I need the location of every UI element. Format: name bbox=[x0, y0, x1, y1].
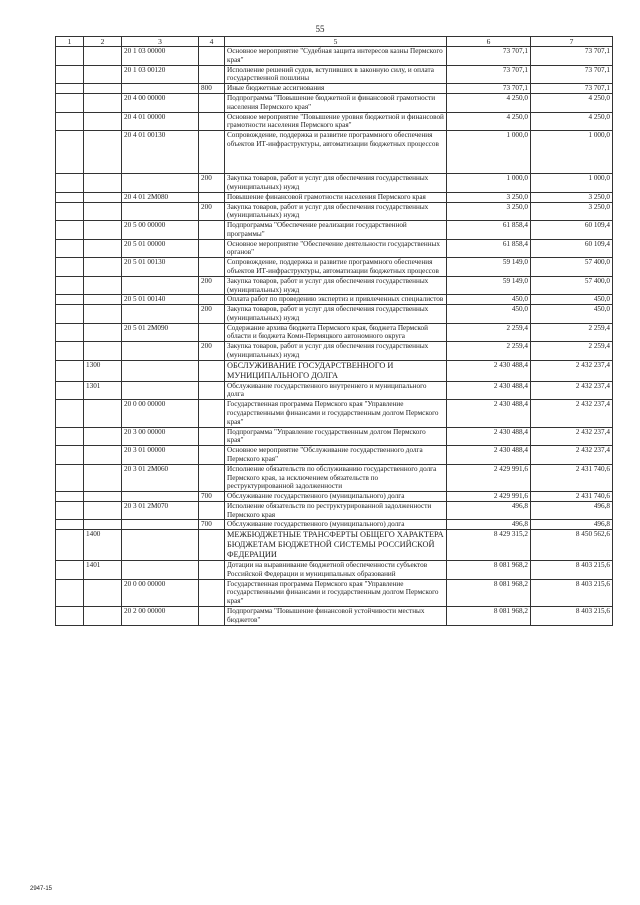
amount-year2-cell: 496,8 bbox=[531, 520, 613, 530]
subsection-cell: 1301 bbox=[84, 381, 122, 400]
expense-type-cell bbox=[199, 323, 225, 342]
target-article-cell: 20 5 00 00000 bbox=[122, 221, 199, 240]
amount-year2-cell: 3 250,0 bbox=[531, 192, 613, 202]
expense-type-cell: 200 bbox=[199, 305, 225, 324]
subsection-cell: 1400 bbox=[84, 530, 122, 561]
amount-year1-cell: 61 858,4 bbox=[447, 221, 531, 240]
item-name-cell: Закупка товаров, работ и услуг для обеспечения государственных (муниципальных) нужд bbox=[225, 305, 447, 324]
item-name-cell: Подпрограмма "Повышение финансовой устойчивости местных бюджетов" bbox=[225, 606, 447, 625]
expense-type-cell bbox=[199, 221, 225, 240]
expense-type-cell: 200 bbox=[199, 174, 225, 193]
budget-table bbox=[55, 36, 613, 626]
target-article-cell: 20 4 01 00130 bbox=[122, 131, 199, 174]
subsection-cell bbox=[84, 446, 122, 465]
item-name-cell: Исполнение решений судов, вступивших в законную силу, и оплата государственной пошлины bbox=[225, 65, 447, 84]
expense-type-cell bbox=[199, 65, 225, 84]
section-cell bbox=[56, 131, 84, 174]
amount-year2-cell: 4 250,0 bbox=[531, 112, 613, 131]
amount-year1-cell: 61 858,4 bbox=[447, 239, 531, 258]
amount-year1-cell: 59 149,0 bbox=[447, 276, 531, 295]
subsection-cell bbox=[84, 501, 122, 520]
table-row bbox=[56, 530, 613, 561]
amount-year1-cell: 2 430 488,4 bbox=[447, 446, 531, 465]
item-name-cell: Обслуживание государственного внутреннего и муниципального долга bbox=[225, 381, 447, 400]
item-name-cell: Содержание архива бюджета Пермского края, бюджета Пермской области и бюджета Коми-Пермяцкого автономного округа bbox=[225, 323, 447, 342]
section-cell bbox=[56, 579, 84, 606]
col-header: 1 bbox=[56, 37, 84, 47]
expense-type-cell: 200 bbox=[199, 202, 225, 221]
item-name-cell: Подпрограмма "Обеспечение реализации государственной программы" bbox=[225, 221, 447, 240]
amount-year2-cell: 73 707,1 bbox=[531, 84, 613, 94]
section-cell bbox=[56, 276, 84, 295]
section-cell bbox=[56, 221, 84, 240]
subsection-cell bbox=[84, 192, 122, 202]
item-name-cell: Закупка товаров, работ и услуг для обеспечения государственных (муниципальных) нужд bbox=[225, 174, 447, 193]
section-cell bbox=[56, 530, 84, 561]
section-cell bbox=[56, 174, 84, 193]
item-name-cell: Основное мероприятие "Обслуживание государственного долга Пермского края" bbox=[225, 446, 447, 465]
amount-year1-cell: 2 430 488,4 bbox=[447, 427, 531, 446]
amount-year2-cell: 2 259,4 bbox=[531, 342, 613, 361]
subsection-cell bbox=[84, 492, 122, 502]
section-cell bbox=[56, 65, 84, 84]
amount-year2-cell: 4 250,0 bbox=[531, 94, 613, 113]
amount-year2-cell: 2 432 237,4 bbox=[531, 446, 613, 465]
target-article-cell bbox=[122, 84, 199, 94]
amount-year2-cell: 2 431 740,6 bbox=[531, 464, 613, 491]
section-cell bbox=[56, 84, 84, 94]
target-article-cell bbox=[122, 360, 199, 381]
amount-year1-cell: 8 081 968,2 bbox=[447, 579, 531, 606]
amount-year1-cell: 2 259,4 bbox=[447, 323, 531, 342]
item-name-cell: Государственная программа Пермского края "Управление государственными финансами и государственным долгом Пермского края" bbox=[225, 400, 447, 427]
item-name-cell: Обслуживание государственного (муниципального) долга bbox=[225, 520, 447, 530]
subsection-cell bbox=[84, 47, 122, 66]
amount-year2-cell: 57 400,0 bbox=[531, 258, 613, 277]
table-row bbox=[56, 305, 613, 324]
col-header: 5 bbox=[225, 37, 447, 47]
item-name-cell: Государственная программа Пермского края "Управление государственными финансами и государственным долгом Пермского края" bbox=[225, 579, 447, 606]
amount-year1-cell: 73 707,1 bbox=[447, 47, 531, 66]
amount-year2-cell: 2 259,4 bbox=[531, 323, 613, 342]
table-row bbox=[56, 400, 613, 427]
target-article-cell bbox=[122, 561, 199, 580]
item-name-cell: Сопровождение, поддержка и развитие программного обеспечения объектов ИТ-инфраструктуры, автоматизации бюджетных процессов bbox=[225, 258, 447, 277]
section-cell bbox=[56, 258, 84, 277]
table-header-row bbox=[56, 37, 613, 47]
table-row bbox=[56, 239, 613, 258]
expense-type-cell bbox=[199, 258, 225, 277]
target-article-cell: 20 0 00 00000 bbox=[122, 400, 199, 427]
expense-type-cell bbox=[199, 400, 225, 427]
section-cell bbox=[56, 47, 84, 66]
section-cell bbox=[56, 520, 84, 530]
section-cell bbox=[56, 202, 84, 221]
subsection-cell bbox=[84, 276, 122, 295]
expense-type-cell bbox=[199, 381, 225, 400]
expense-type-cell: 200 bbox=[199, 276, 225, 295]
section-cell bbox=[56, 112, 84, 131]
table-row bbox=[56, 202, 613, 221]
section-cell bbox=[56, 561, 84, 580]
expense-type-cell bbox=[199, 360, 225, 381]
expense-type-cell bbox=[199, 464, 225, 491]
table-row bbox=[56, 501, 613, 520]
amount-year2-cell: 1 000,0 bbox=[531, 174, 613, 193]
amount-year2-cell: 60 109,4 bbox=[531, 221, 613, 240]
subsection-cell bbox=[84, 258, 122, 277]
subsection-cell bbox=[84, 221, 122, 240]
amount-year1-cell: 59 149,0 bbox=[447, 258, 531, 277]
amount-year1-cell: 450,0 bbox=[447, 295, 531, 305]
amount-year1-cell: 3 250,0 bbox=[447, 192, 531, 202]
amount-year2-cell: 2 432 237,4 bbox=[531, 360, 613, 381]
amount-year1-cell: 2 429 991,6 bbox=[447, 492, 531, 502]
subsection-cell bbox=[84, 606, 122, 625]
item-name-cell: Закупка товаров, работ и услуг для обеспечения государственных (муниципальных) нужд bbox=[225, 276, 447, 295]
subsection-cell bbox=[84, 239, 122, 258]
subsection-cell bbox=[84, 174, 122, 193]
target-article-cell: 20 4 00 00000 bbox=[122, 94, 199, 113]
section-cell bbox=[56, 492, 84, 502]
subsection-cell bbox=[84, 202, 122, 221]
table-row bbox=[56, 520, 613, 530]
expense-type-cell bbox=[199, 239, 225, 258]
target-article-cell: 20 3 01 2М060 bbox=[122, 464, 199, 491]
target-article-cell bbox=[122, 305, 199, 324]
item-name-cell: ОБСЛУЖИВАНИЕ ГОСУДАРСТВЕННОГО И МУНИЦИПАЛЬНОГО ДОЛГА bbox=[225, 360, 447, 381]
target-article-cell: 20 2 00 00000 bbox=[122, 606, 199, 625]
expense-type-cell bbox=[199, 606, 225, 625]
subsection-cell bbox=[84, 464, 122, 491]
col-header: 4 bbox=[199, 37, 225, 47]
amount-year1-cell: 496,8 bbox=[447, 501, 531, 520]
amount-year1-cell: 1 000,0 bbox=[447, 131, 531, 174]
item-name-cell: Сопровождение, поддержка и развитие программного обеспечения объектов ИТ-инфраструктуры, автоматизации бюджетных процессов bbox=[225, 131, 447, 174]
table-row bbox=[56, 561, 613, 580]
amount-year2-cell: 73 707,1 bbox=[531, 65, 613, 84]
expense-type-cell: 700 bbox=[199, 492, 225, 502]
item-name-cell: Обслуживание государственного (муниципального) долга bbox=[225, 492, 447, 502]
target-article-cell: 20 5 01 00130 bbox=[122, 258, 199, 277]
amount-year1-cell: 8 081 968,2 bbox=[447, 606, 531, 625]
amount-year1-cell: 1 000,0 bbox=[447, 174, 531, 193]
item-name-cell: Оплата работ по проведению экспертиз и привлеченных специалистов bbox=[225, 295, 447, 305]
subsection-cell bbox=[84, 427, 122, 446]
item-name-cell: МЕЖБЮДЖЕТНЫЕ ТРАНСФЕРТЫ ОБЩЕГО ХАРАКТЕРА БЮДЖЕТАМ БЮДЖЕТНОЙ СИСТЕМЫ РОССИЙСКОЙ ФЕДЕРАЦИИ bbox=[225, 530, 447, 561]
expense-type-cell: 200 bbox=[199, 342, 225, 361]
expense-type-cell bbox=[199, 530, 225, 561]
expense-type-cell bbox=[199, 427, 225, 446]
col-header: 3 bbox=[122, 37, 199, 47]
table-body bbox=[56, 47, 613, 625]
item-name-cell: Основное мероприятие "Обеспечение деятельности государственных органов" bbox=[225, 239, 447, 258]
table-row bbox=[56, 221, 613, 240]
subsection-cell bbox=[84, 323, 122, 342]
col-header: 6 bbox=[447, 37, 531, 47]
amount-year1-cell: 4 250,0 bbox=[447, 94, 531, 113]
target-article-cell: 20 5 01 00000 bbox=[122, 239, 199, 258]
item-name-cell: Исполнение обязательств по реструктурированной задолженности Пермского края bbox=[225, 501, 447, 520]
target-article-cell: 20 5 01 2М090 bbox=[122, 323, 199, 342]
amount-year2-cell: 2 432 237,4 bbox=[531, 400, 613, 427]
expense-type-cell bbox=[199, 561, 225, 580]
target-article-cell bbox=[122, 530, 199, 561]
expense-type-cell bbox=[199, 192, 225, 202]
table-row bbox=[56, 323, 613, 342]
amount-year2-cell: 60 109,4 bbox=[531, 239, 613, 258]
amount-year2-cell: 8 403 215,6 bbox=[531, 606, 613, 625]
section-cell bbox=[56, 239, 84, 258]
section-cell bbox=[56, 323, 84, 342]
expense-type-cell bbox=[199, 94, 225, 113]
amount-year2-cell: 8 450 562,6 bbox=[531, 530, 613, 561]
amount-year2-cell: 2 431 740,6 bbox=[531, 492, 613, 502]
target-article-cell: 20 4 01 00000 bbox=[122, 112, 199, 131]
item-name-cell: Закупка товаров, работ и услуг для обеспечения государственных (муниципальных) нужд bbox=[225, 202, 447, 221]
amount-year1-cell: 8 081 968,2 bbox=[447, 561, 531, 580]
item-name-cell: Закупка товаров, работ и услуг для обеспечения государственных (муниципальных) нужд bbox=[225, 342, 447, 361]
item-name-cell: Основное мероприятие "Повышение уровня бюджетной и финансовой грамотности населения Пермского края" bbox=[225, 112, 447, 131]
subsection-cell bbox=[84, 342, 122, 361]
amount-year1-cell: 2 430 488,4 bbox=[447, 360, 531, 381]
amount-year1-cell: 73 707,1 bbox=[447, 84, 531, 94]
item-name-cell: Основное мероприятие "Судебная защита интересов казны Пермского края" bbox=[225, 47, 447, 66]
table-row bbox=[56, 295, 613, 305]
target-article-cell bbox=[122, 342, 199, 361]
item-name-cell: Повышение финансовой грамотности населения Пермского края bbox=[225, 192, 447, 202]
amount-year2-cell: 57 400,0 bbox=[531, 276, 613, 295]
amount-year1-cell: 8 429 315,2 bbox=[447, 530, 531, 561]
subsection-cell bbox=[84, 579, 122, 606]
subsection-cell bbox=[84, 520, 122, 530]
table-row bbox=[56, 606, 613, 625]
expense-type-cell bbox=[199, 131, 225, 174]
table-row bbox=[56, 427, 613, 446]
amount-year1-cell: 2 430 488,4 bbox=[447, 381, 531, 400]
amount-year1-cell: 4 250,0 bbox=[447, 112, 531, 131]
item-name-cell: Исполнение обязательств по обслуживанию государственного долга Пермского края, за исключением обязательств по реструктурированной задолженности bbox=[225, 464, 447, 491]
section-cell bbox=[56, 192, 84, 202]
section-cell bbox=[56, 305, 84, 324]
table-row bbox=[56, 579, 613, 606]
amount-year1-cell: 2 429 991,6 bbox=[447, 464, 531, 491]
amount-year2-cell: 8 403 215,6 bbox=[531, 561, 613, 580]
table-row bbox=[56, 131, 613, 174]
expense-type-cell bbox=[199, 446, 225, 465]
table-row bbox=[56, 65, 613, 84]
table-row bbox=[56, 47, 613, 66]
page-number: 55 bbox=[315, 24, 325, 34]
subsection-cell bbox=[84, 84, 122, 94]
amount-year1-cell: 3 250,0 bbox=[447, 202, 531, 221]
target-article-cell bbox=[122, 276, 199, 295]
document-code: 2947-15 bbox=[30, 886, 53, 892]
subsection-cell bbox=[84, 131, 122, 174]
col-header: 7 bbox=[531, 37, 613, 47]
target-article-cell bbox=[122, 492, 199, 502]
expense-type-cell: 700 bbox=[199, 520, 225, 530]
table-row bbox=[56, 464, 613, 491]
section-cell bbox=[56, 295, 84, 305]
target-article-cell: 20 4 01 2М080 bbox=[122, 192, 199, 202]
amount-year1-cell: 73 707,1 bbox=[447, 65, 531, 84]
section-cell bbox=[56, 94, 84, 113]
section-cell bbox=[56, 446, 84, 465]
table-row bbox=[56, 446, 613, 465]
target-article-cell bbox=[122, 520, 199, 530]
amount-year1-cell: 496,8 bbox=[447, 520, 531, 530]
subsection-cell bbox=[84, 295, 122, 305]
section-cell bbox=[56, 501, 84, 520]
subsection-cell bbox=[84, 112, 122, 131]
target-article-cell: 20 3 01 00000 bbox=[122, 446, 199, 465]
amount-year1-cell: 2 259,4 bbox=[447, 342, 531, 361]
subsection-cell: 1300 bbox=[84, 360, 122, 381]
target-article-cell bbox=[122, 381, 199, 400]
target-article-cell bbox=[122, 202, 199, 221]
section-cell bbox=[56, 360, 84, 381]
table-row bbox=[56, 276, 613, 295]
amount-year2-cell: 3 250,0 bbox=[531, 202, 613, 221]
subsection-cell bbox=[84, 305, 122, 324]
target-article-cell: 20 0 00 00000 bbox=[122, 579, 199, 606]
expense-type-cell: 800 bbox=[199, 84, 225, 94]
amount-year2-cell: 1 000,0 bbox=[531, 131, 613, 174]
table-row bbox=[56, 258, 613, 277]
expense-type-cell bbox=[199, 112, 225, 131]
target-article-cell bbox=[122, 174, 199, 193]
amount-year1-cell: 2 430 488,4 bbox=[447, 400, 531, 427]
section-cell bbox=[56, 342, 84, 361]
item-name-cell: Дотации на выравнивание бюджетной обеспеченности субъектов Российской Федерации и муниципальных образований bbox=[225, 561, 447, 580]
table-row bbox=[56, 381, 613, 400]
expense-type-cell bbox=[199, 501, 225, 520]
table-row bbox=[56, 84, 613, 94]
section-cell bbox=[56, 606, 84, 625]
amount-year2-cell: 496,8 bbox=[531, 501, 613, 520]
target-article-cell: 20 3 01 2М070 bbox=[122, 501, 199, 520]
amount-year2-cell: 2 432 237,4 bbox=[531, 381, 613, 400]
subsection-cell bbox=[84, 400, 122, 427]
amount-year2-cell: 450,0 bbox=[531, 305, 613, 324]
table-row bbox=[56, 342, 613, 361]
section-cell bbox=[56, 381, 84, 400]
target-article-cell: 20 1 03 00000 bbox=[122, 47, 199, 66]
table-row bbox=[56, 360, 613, 381]
subsection-cell: 1401 bbox=[84, 561, 122, 580]
target-article-cell: 20 5 01 00140 bbox=[122, 295, 199, 305]
target-article-cell: 20 1 03 00120 bbox=[122, 65, 199, 84]
table-row bbox=[56, 174, 613, 193]
col-header: 2 bbox=[84, 37, 122, 47]
section-cell bbox=[56, 400, 84, 427]
item-name-cell: Иные бюджетные ассигнования bbox=[225, 84, 447, 94]
subsection-cell bbox=[84, 94, 122, 113]
expense-type-cell bbox=[199, 47, 225, 66]
expense-type-cell bbox=[199, 295, 225, 305]
subsection-cell bbox=[84, 65, 122, 84]
table-row bbox=[56, 492, 613, 502]
table-row bbox=[56, 192, 613, 202]
amount-year2-cell: 450,0 bbox=[531, 295, 613, 305]
expense-type-cell bbox=[199, 579, 225, 606]
item-name-cell: Подпрограмма "Управление государственным долгом Пермского края" bbox=[225, 427, 447, 446]
target-article-cell: 20 3 00 00000 bbox=[122, 427, 199, 446]
table-row bbox=[56, 94, 613, 113]
amount-year2-cell: 8 403 215,6 bbox=[531, 579, 613, 606]
amount-year2-cell: 2 432 237,4 bbox=[531, 427, 613, 446]
item-name-cell: Подпрограмма "Повышение бюджетной и финансовой грамотности населения Пермского края" bbox=[225, 94, 447, 113]
section-cell bbox=[56, 427, 84, 446]
section-cell bbox=[56, 464, 84, 491]
amount-year1-cell: 450,0 bbox=[447, 305, 531, 324]
table-row bbox=[56, 112, 613, 131]
amount-year2-cell: 73 707,1 bbox=[531, 47, 613, 66]
